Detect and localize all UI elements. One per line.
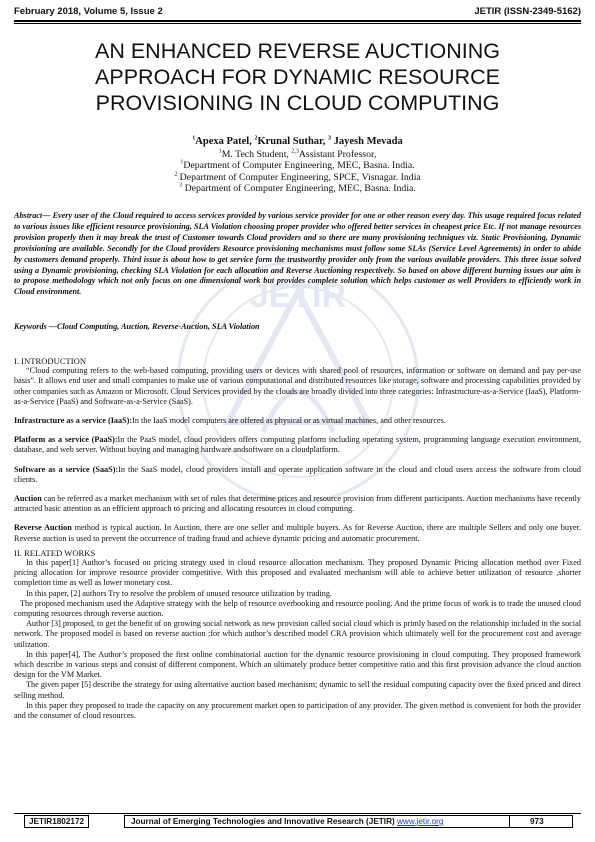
abstract: Abstract— Every user of the Cloud required to access services provided by various service provider for one or other reason every day. This usage required focus related to various issues like efficient resource provisioning, SLA Violation choosing proper provider who offered better services in cheapest price Etc. If not manage resources provision properly then it may break the trust of Customer towards Cloud providers and so there are many provisioning techniques viz. Static Provisioning, Dynamic provisioning are available. Secondly for the Cloud providers Resource provisioning mechanisms must follow some SLAs (Service Level Agreements) in order to abide by customers demand properly. Third issue is about how to get service form the trustworthy provider only from the various available providers. This three issue solved using a Dynamic provisioning, checking SLA Violation for each allocation and Reverse Auctioning respectively. So based on above different burning issues our aim is to propose methodology which not only focus on one dimensional work but provides complete solution which helps customer as well Providers to efficiently work in Cloud environment. — [14, 211, 581, 297]
aff3-sup: 3 — [179, 183, 183, 190]
related-work-7: In this paper they proposed to trade the capacity on any procurement market open to participation of any provider. The given method is convenient for both the provider and the consumer of cloud resources. — [14, 700, 581, 721]
saas-term: Software as a service (SaaS): — [14, 464, 119, 474]
keywords: Keywords —Cloud Computing, Auction, Reverse-Auction, SLA Violation — [14, 322, 260, 331]
footer-paper-id: JETIR1802172 — [24, 815, 89, 828]
iaas-paragraph — [14, 416, 581, 426]
related-work-6: The given paper [5] describe the strategy for using alternative auction based mechanism; dynamic to sell the residual computing capacity over the fixed priced and direct selling method. — [14, 680, 581, 700]
section-heading-introduction: I. INTRODUCTION — [14, 356, 87, 366]
footer-journal — [124, 815, 510, 828]
author-1: Apexa Patel, — [195, 136, 255, 147]
section-heading-related-works: II. RELATED WORKS — [14, 547, 96, 558]
intro-paragraph: “Cloud computing refers to the web-based computing, providing users or devices with shared pool of resources, information or software on demand and pay per-use basis”. It allows end user and small companies to make use of various computational and distributed resources like storage, software and processing capabilities provided by other companies such as Amazon or Microsoft. Cloud Services provided by the clouds are broadly divided into three categories: Infrastructure-as-a-Service (IaaS), Platform-as-a-Service (PaaS) and Software-as-a-Service (SaaS). — [14, 366, 581, 406]
reverse-auction-text: method is typical auction. In Auction, there are one seller and multiple buyers. As for Reverse Auction, there are multiple Sellers and only one buyer. Reverse auction is used to prevent the occurrence of trading fraud and achieve dynamic pricing and automatic procurement. — [14, 523, 581, 543]
watermark-text: JETIR — [249, 277, 347, 315]
related-work-5: In this paper[4], The Author’s proposed the first online combinatorial auction for the dynamic resource provisioning in cloud computing. They proposed framework which describe in various steps and consist of different component. Which an ultimately produce better competitive ratio and this first provision advance the cloud auction design for the VM Market. — [14, 649, 581, 680]
title-line-1: AN ENHANCED REVERSE AUCTIONING — [95, 39, 500, 63]
author-roles — [0, 149, 595, 161]
header-rule — [14, 20, 581, 24]
author-block — [0, 136, 595, 195]
page-footer — [14, 815, 581, 830]
paas-paragraph — [14, 435, 581, 455]
paas-term: Platform as a service (PaaS): — [14, 435, 118, 445]
auction-term: Auction — [14, 494, 42, 504]
running-header — [14, 6, 581, 20]
related-work-4: Author [3] proposed, to get the benefit of on growing social network as new provision called social cloud which is primly based on the relationship included in the social network. The proposed model is based on reverse auction ;for which author’s described model CRA provision which ultimately well for the procurement cost and average utilization. — [14, 619, 581, 649]
reverse-auction-paragraph — [14, 523, 581, 543]
related-work-3: The proposed mechanism used the Adaptive strategy with the help of resource overbooking and resource pooling. And the prime focus of work is to trade the unused cloud computing resources through reverse auction. — [14, 598, 581, 619]
author-1-sup: 1 — [192, 135, 196, 142]
affiliation-1 — [0, 160, 595, 172]
author-names — [0, 136, 595, 148]
affiliation-2 — [0, 172, 595, 184]
iaas-text: In the IaaS model computers are offered as physical or as virtual machines, and other resources. — [132, 416, 446, 426]
related-work-1: In this paper[1] Author’s focused on pricing strategy used in cloud resource allocation mechanism. They proposed Dynamic Pricing allocation method over Fixed pricing allocation for improve resource provider competitive. With this proposed and evaluated mechanism will able to achieve better utilization of resource ,shorter completion time as well as lower monetary cost. — [14, 558, 581, 588]
aff1-text: Department of Computer Engineering, MEC, Basna. India. — [183, 160, 415, 172]
role-professor: Assistant Professor, — [298, 148, 377, 160]
related-work-2: In this paper, [2] authors Try to resolve the problem of unused resource utilization by trading. — [26, 588, 332, 598]
role-sup-2: 2,3 — [291, 148, 299, 155]
aff3-text: Department of Computer Engineering, MEC, Basna. India. — [182, 183, 416, 195]
title-line-3: PROVISIONING IN CLOUD COMPUTING — [95, 91, 500, 115]
title-line-2: APPROACH FOR DYNAMIC RESOURCE — [95, 65, 500, 89]
paas-text: In the PaaS model, cloud providers offers computing platform including operating system, programming language execution environment, database, and web server. Without buying and managing hardware andsoftware on a cloudplatform. — [14, 435, 581, 455]
role-sup: 1 — [218, 148, 222, 155]
footer-page-number: 973 — [509, 815, 573, 828]
author-3-sup: 3 — [327, 135, 331, 142]
aff1-sup: 1 — [180, 159, 184, 166]
footer-rule — [14, 813, 581, 814]
body-text — [14, 356, 581, 721]
author-2-sup: 2 — [254, 135, 258, 142]
header-issue: February 2018, Volume 5, Issue 2 — [14, 6, 163, 17]
auction-text: can be referred as a market mechanism with set of rules that determine prices and resource provision from different participants. Auction mechanisms have recently attracted basic attention as an efficient approach to pricing and allocating resources in cloud computing. — [14, 494, 581, 514]
author-3: Jayesh Mevada — [330, 136, 403, 147]
author-2: Krunal Suthar, — [257, 136, 328, 147]
paper-title — [20, 38, 575, 116]
iaas-term: Infrastructure as a service (IaaS): — [14, 416, 133, 426]
auction-paragraph — [14, 494, 581, 514]
aff2-text: Department of Computer Engineering, SPCE, Visnagar. India — [177, 171, 421, 183]
saas-paragraph — [14, 465, 581, 485]
affiliation-3 — [0, 183, 595, 195]
role-student: M. Tech Student, — [221, 148, 292, 160]
header-issn: JETIR (ISSN-2349-5162) — [474, 6, 581, 17]
footer-journal-link[interactable]: www.jetir.org — [397, 817, 444, 826]
aff2-sup: 2 — [174, 171, 178, 178]
reverse-auction-term: Reverse Auction — [14, 523, 72, 533]
saas-text: In the SaaS model, cloud providers install and operate application software in the cloud and cloud users access the software from cloud clients. — [14, 464, 581, 484]
footer-journal-name: Journal of Emerging Technologies and Innovative Research (JETIR) — [131, 817, 397, 826]
